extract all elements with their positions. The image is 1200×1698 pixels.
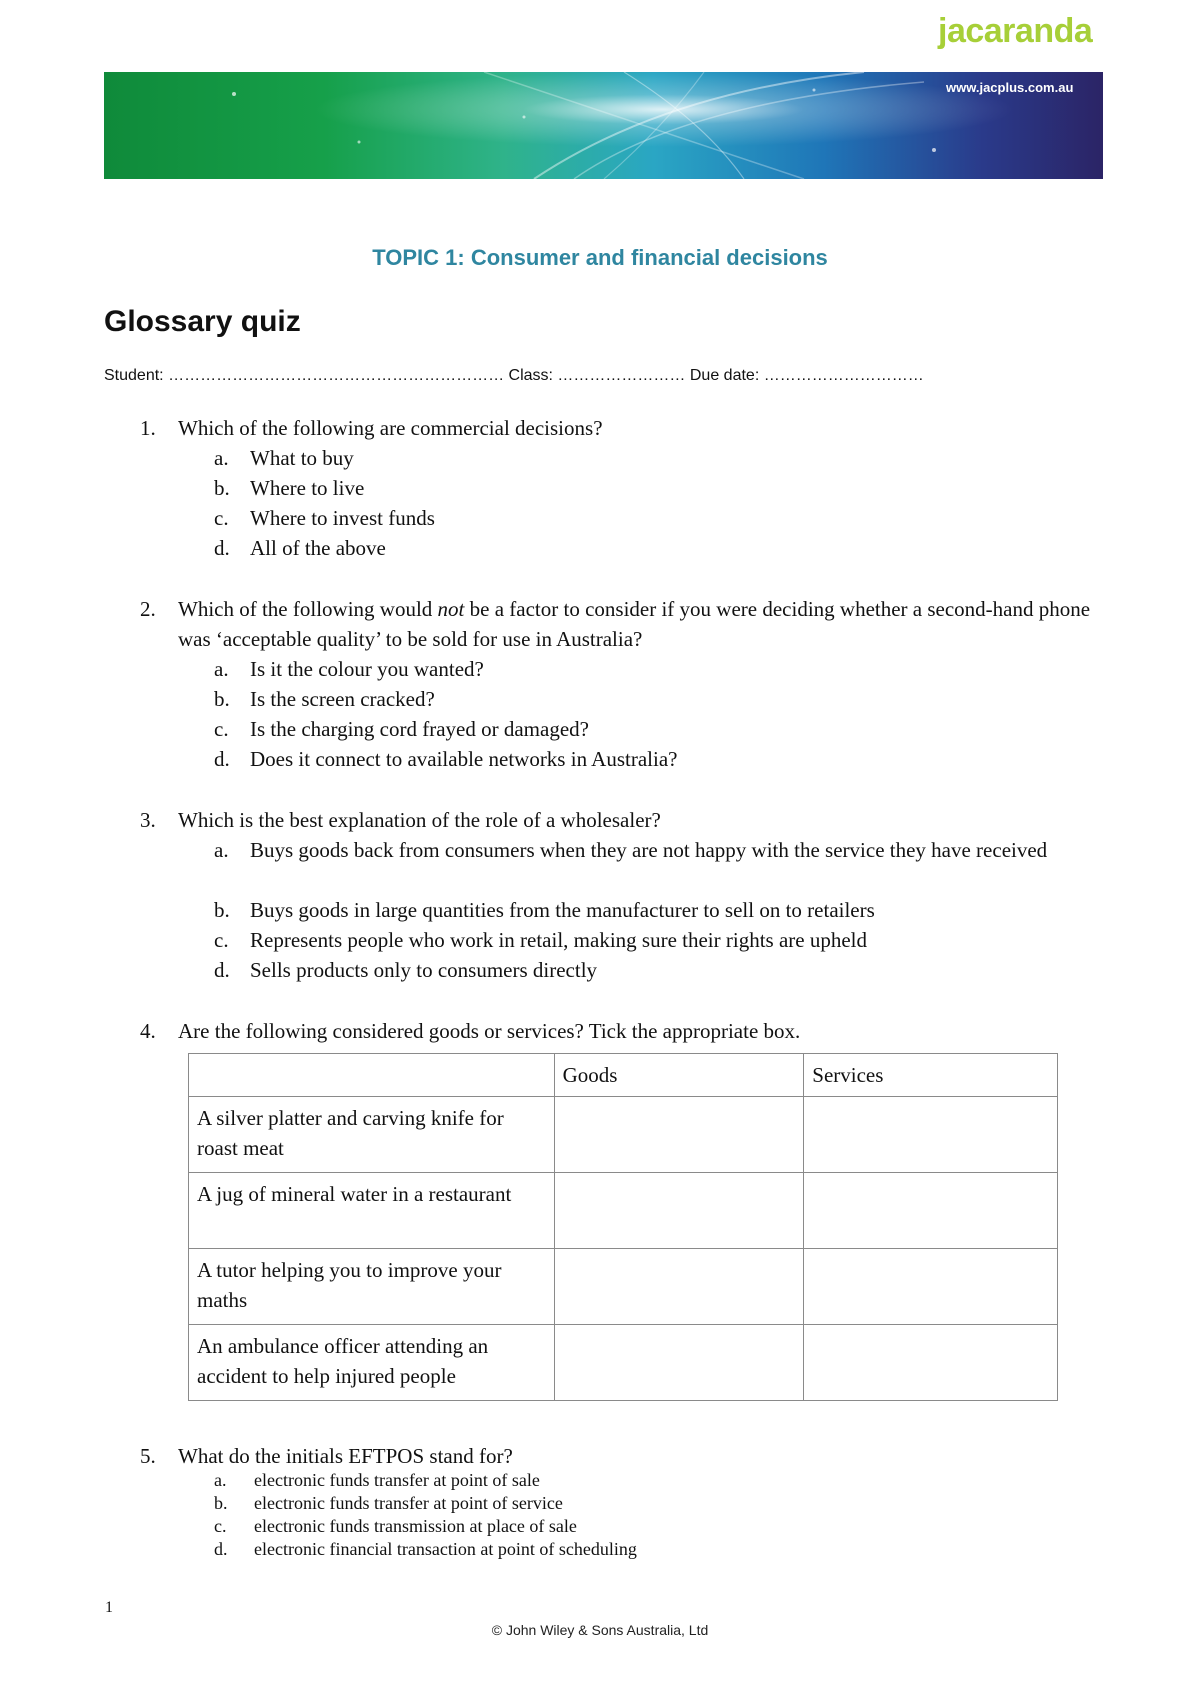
- option-letter: d.: [214, 1539, 228, 1559]
- option-text: What to buy: [250, 446, 354, 470]
- option-letter: c.: [214, 506, 229, 530]
- option-text: Is the charging cord frayed or damaged?: [250, 717, 589, 741]
- option-text: electronic funds transfer at point of sale: [254, 1470, 540, 1490]
- table-header-cell: [189, 1054, 555, 1097]
- due-date-label: Due date:: [689, 367, 760, 384]
- page-number: 1: [105, 1599, 113, 1616]
- item-description: A silver platter and carving knife for roast meat: [189, 1097, 555, 1173]
- option-letter: b.: [214, 1493, 228, 1513]
- services-tick-box[interactable]: [804, 1325, 1058, 1401]
- option-letter: b.: [214, 687, 230, 711]
- services-tick-box[interactable]: [804, 1249, 1058, 1325]
- option-text: Does it connect to available networks in Australia?: [250, 747, 678, 771]
- item-description: An ambulance officer attending an accident to help injured people: [189, 1325, 555, 1401]
- goods-tick-box[interactable]: [554, 1249, 804, 1325]
- option-letter: b.: [214, 476, 230, 500]
- question-stem: [178, 594, 1098, 654]
- option-letter: d.: [214, 958, 230, 982]
- topic-heading: TOPIC 1: Consumer and financial decisions: [372, 245, 828, 270]
- option-text: Where to live: [250, 476, 365, 500]
- option-text: Where to invest funds: [250, 506, 435, 530]
- option-letter: d.: [214, 747, 230, 771]
- option-text: Buys goods back from consumers when they are not happy with the service they have received: [250, 838, 1048, 862]
- copyright-notice: © John Wiley & Sons Australia, Ltd: [491, 1622, 709, 1638]
- services-tick-box[interactable]: [804, 1097, 1058, 1173]
- option-text: electronic funds transmission at place of sale: [254, 1516, 577, 1536]
- question-stem: Which is the best explanation of the role of a wholesaler?: [178, 808, 661, 832]
- option-letter: c.: [214, 1516, 227, 1536]
- question-stem: What do the initials EFTPOS stand for?: [178, 1444, 513, 1468]
- table-header-row: [189, 1054, 1058, 1097]
- class-label: Class:: [508, 367, 553, 384]
- option-letter: a.: [214, 446, 229, 470]
- option-letter: d.: [214, 536, 230, 560]
- item-description: A tutor helping you to improve your maths: [189, 1249, 555, 1325]
- option-letter: a.: [214, 657, 229, 681]
- item-description: A jug of mineral water in a restaurant: [189, 1173, 555, 1249]
- stem-text: be a factor to consider if you were deciding whether a second-hand phone was ‘acceptable quality’ to be sold for use in Australia?: [178, 597, 1091, 651]
- student-details-line: [104, 367, 924, 385]
- question-number: 4.: [140, 1019, 156, 1043]
- question-stem: Are the following considered goods or services? Tick the appropriate box.: [178, 1019, 801, 1043]
- option-text: electronic funds transfer at point of service: [254, 1493, 563, 1513]
- page-title: Glossary quiz: [104, 305, 301, 338]
- goods-column-header: Goods: [554, 1054, 804, 1097]
- option-text: Sells products only to consumers directly: [250, 958, 598, 982]
- stem-text: Which of the following would: [178, 597, 438, 621]
- option-text: All of the above: [250, 536, 386, 560]
- option-text: Is the screen cracked?: [250, 687, 435, 711]
- student-field[interactable]: ………………………………………………………: [168, 367, 505, 384]
- option-letter: a.: [214, 1470, 227, 1490]
- option-text: Represents people who work in retail, making sure their rights are upheld: [250, 928, 867, 952]
- goods-tick-box[interactable]: [554, 1097, 804, 1173]
- jacaranda-logo: jacaranda: [938, 12, 1093, 50]
- option-text: Is it the colour you wanted?: [250, 657, 484, 681]
- option-letter: b.: [214, 898, 230, 922]
- goods-tick-box[interactable]: [554, 1173, 804, 1249]
- services-column-header: Services: [804, 1054, 1058, 1097]
- question-number: 1.: [140, 416, 156, 440]
- option-letter: a.: [214, 838, 229, 862]
- goods-services-table: [188, 1053, 1058, 1401]
- table-row: [189, 1249, 1058, 1325]
- goods-tick-box[interactable]: [554, 1325, 804, 1401]
- option-letter: c.: [214, 928, 229, 952]
- brand-url[interactable]: www.jacplus.com.au: [946, 80, 1074, 95]
- class-field[interactable]: ……………………: [557, 367, 686, 384]
- brand-tagline: A Wiley Brand: [1000, 52, 1082, 67]
- question-number: 5.: [140, 1444, 156, 1468]
- due-date-field[interactable]: …………………………: [763, 367, 924, 384]
- question-stem: Which of the following are commercial decisions?: [178, 416, 603, 440]
- services-tick-box[interactable]: [804, 1173, 1058, 1249]
- table-row: [189, 1173, 1058, 1249]
- question-number: 2.: [140, 597, 156, 621]
- option-text: Buys goods in large quantities from the manufacturer to sell on to retailers: [250, 898, 875, 922]
- student-label: Student:: [104, 367, 164, 384]
- table-row: [189, 1097, 1058, 1173]
- stem-emphasis: not: [437, 597, 465, 621]
- question-number: 3.: [140, 808, 156, 832]
- table-row: [189, 1325, 1058, 1401]
- option-text: electronic financial transaction at point of scheduling: [254, 1539, 637, 1559]
- option-letter: c.: [214, 717, 229, 741]
